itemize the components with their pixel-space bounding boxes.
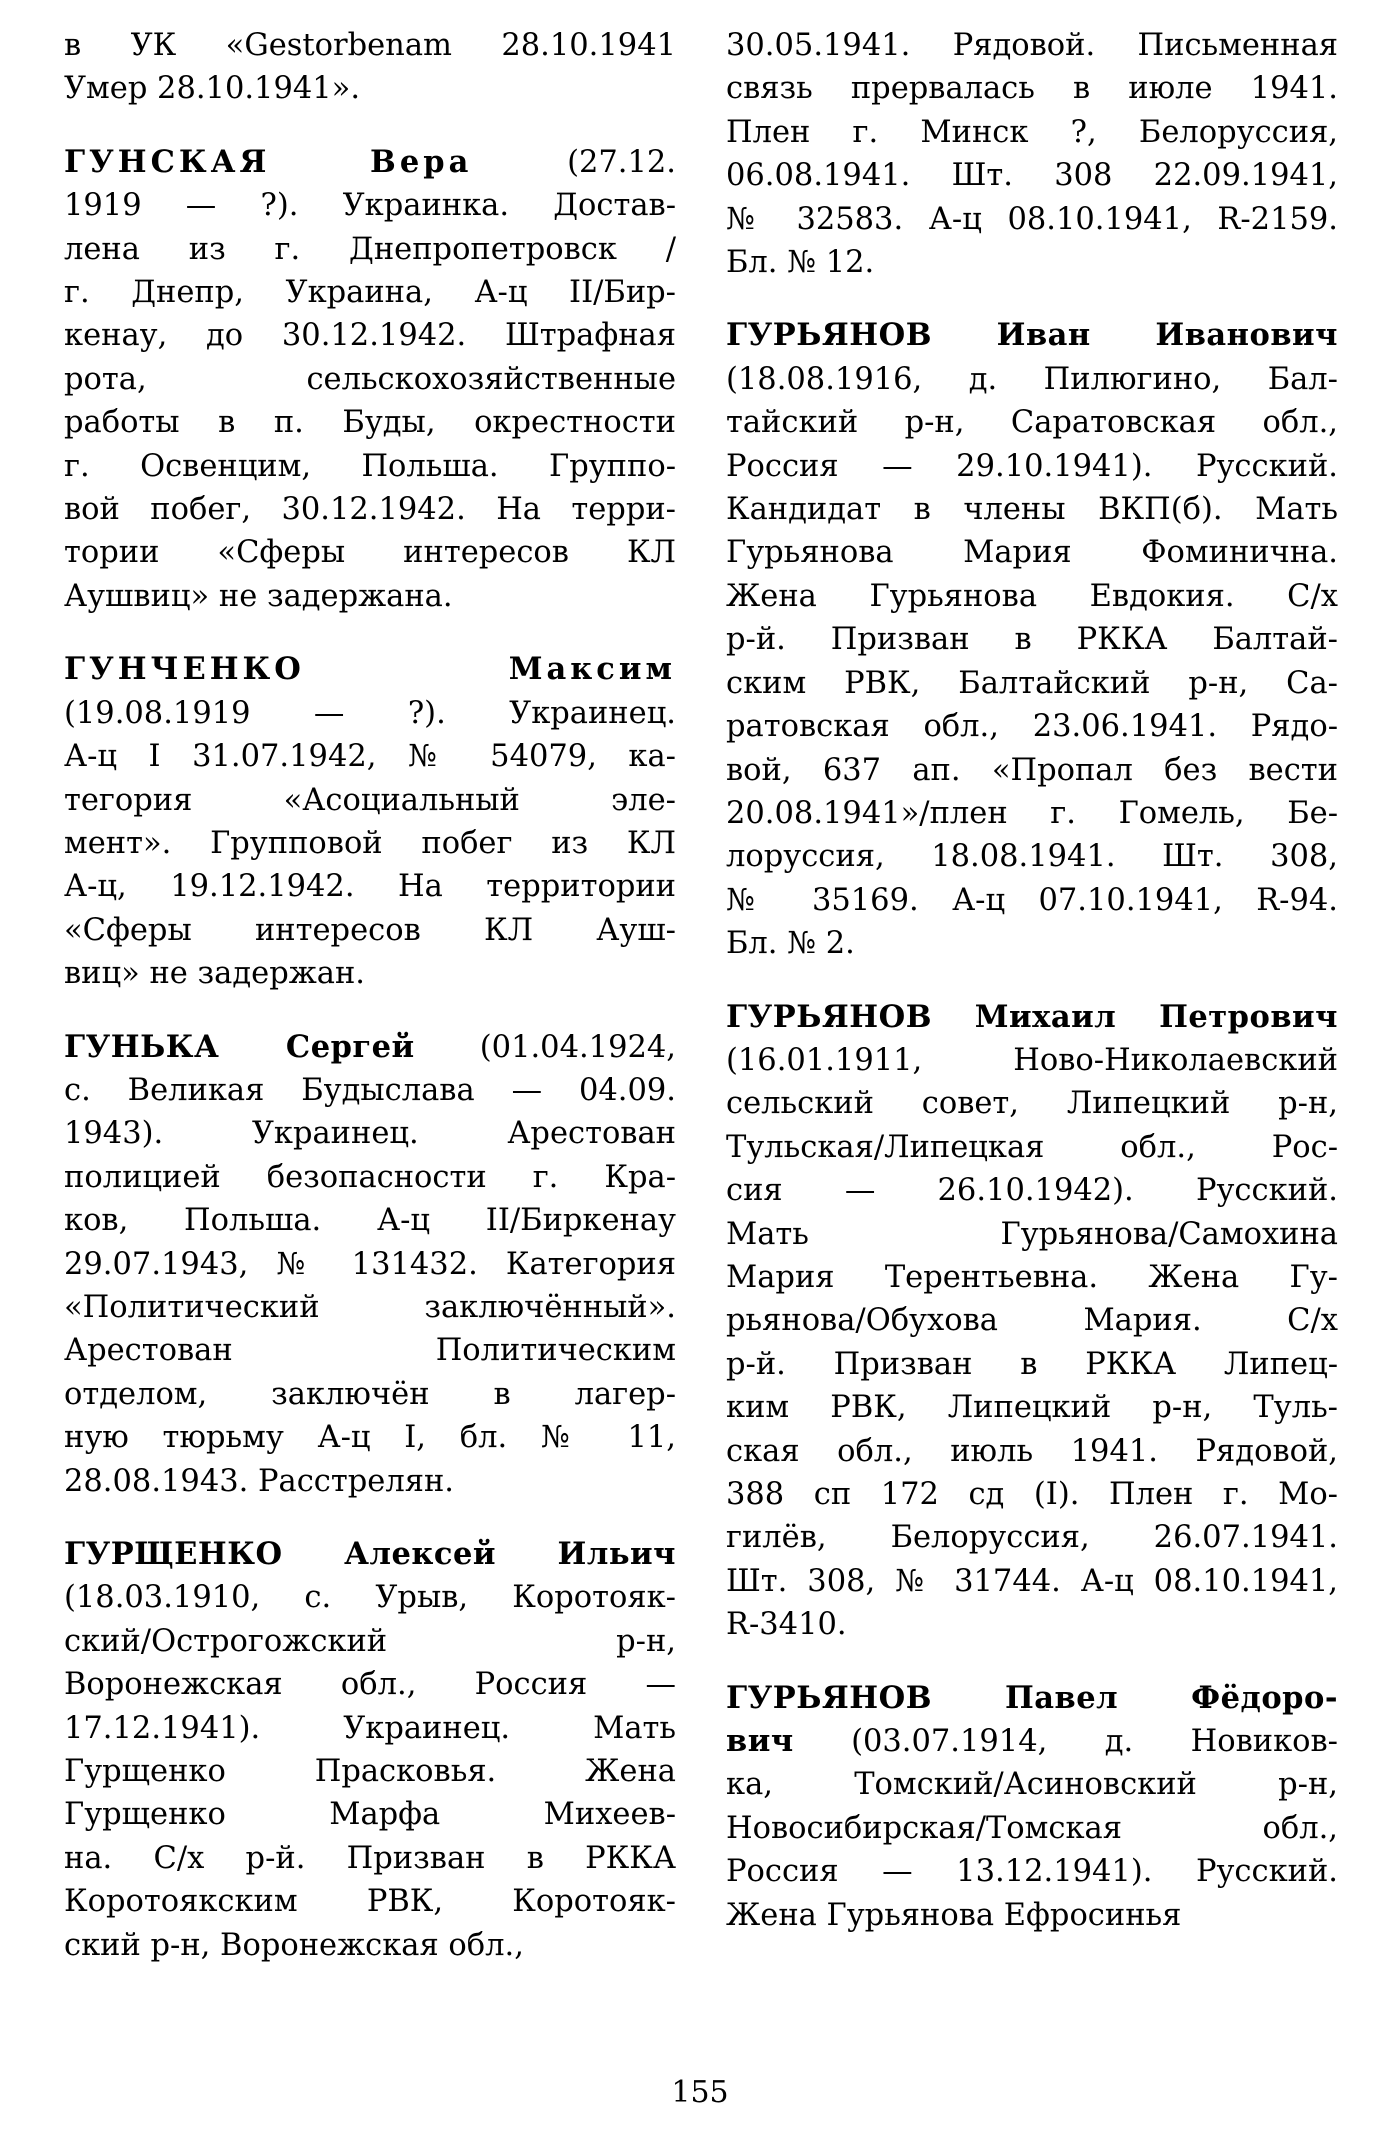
text-line [64, 1243, 676, 1286]
line-text: № 32583. А-ц 08.10.1941, R-2159. [726, 201, 1338, 237]
text-line [726, 1894, 1338, 1937]
text-line [726, 1169, 1338, 1212]
text-line [726, 1126, 1338, 1169]
text-line [726, 1430, 1338, 1473]
text-line [64, 1924, 676, 1967]
text-line [726, 445, 1338, 488]
text-line [726, 879, 1338, 922]
text-line [64, 1576, 676, 1619]
line-text: ков, Польша. А-ц II/Биркенау [64, 1203, 676, 1239]
text-line [64, 1663, 676, 1706]
text-line [726, 1213, 1338, 1256]
text-line [726, 1473, 1338, 1516]
text-line [64, 141, 676, 184]
text-line [64, 271, 676, 314]
line-text: Тульская/Липецкая обл., Рос- [726, 1129, 1338, 1165]
text-line [64, 1112, 676, 1155]
line-text: Россия — 13.12.1941). Русский. [726, 1854, 1338, 1890]
text-line [64, 779, 676, 822]
entry [64, 1026, 676, 1503]
line-text: Арестован Политическим [64, 1333, 676, 1369]
text-line [64, 1199, 676, 1242]
line-text: Гурьянова Мария Фоминична. [726, 535, 1338, 571]
text-line [726, 1560, 1338, 1603]
text-line [64, 531, 676, 574]
line-text: (27.12. [472, 144, 677, 180]
text-line [64, 909, 676, 952]
text-line [726, 922, 1338, 965]
text-line [64, 822, 676, 865]
line-text: ский р-н, Воронежская обл., [64, 1927, 524, 1963]
line-text: (19.08.1919 — ?). Украинец. [64, 695, 676, 731]
line-text: Жена Гурьянова Евдокия. С/х [726, 578, 1338, 614]
line-text: ким РВК, Липецкий р-н, Туль- [726, 1390, 1338, 1426]
text-line [726, 111, 1338, 154]
text-line [64, 1329, 676, 1372]
line-text: А-ц, 19.12.1942. На территории [64, 869, 676, 905]
text-line [64, 648, 676, 691]
text-line [64, 1026, 676, 1069]
text-line [64, 1793, 676, 1836]
line-text: тегория «Асоциальный эле- [64, 782, 676, 818]
line-text: (18.03.1910, с. Урыв, Коротояк- [64, 1580, 676, 1616]
line-text: 30.05.1941. Рядовой. Письменная [726, 28, 1338, 63]
text-line [64, 1286, 676, 1329]
line-text: работы в п. Буды, окрестности [64, 405, 676, 441]
line-text: кенау, до 30.12.1942. Штрафная [64, 318, 676, 354]
line-text: Россия — 29.10.1941). Русский. [726, 448, 1338, 484]
text-line [64, 184, 676, 227]
line-text: 20.08.1941»/плен г. Гомель, Бе- [726, 795, 1338, 831]
text-line [64, 575, 676, 618]
line-text: Воронежская обл., Россия — [64, 1667, 676, 1703]
text-line [64, 1373, 676, 1416]
text-line [64, 1156, 676, 1199]
text-line [726, 835, 1338, 878]
text-line [64, 401, 676, 444]
line-text: R-3410. [726, 1607, 847, 1643]
line-text: Коротоякским РВК, Коротояк- [64, 1884, 676, 1920]
line-text: тории «Сферы интересов КЛ [64, 535, 676, 571]
text-line [64, 228, 676, 271]
text-line [726, 314, 1338, 357]
line-text: (01.04.1924, [414, 1029, 676, 1065]
line-text: ка, Томский/Асиновский р-н, [726, 1767, 1338, 1803]
line-text: вой, 637 ап. «Пропал без вести [726, 752, 1338, 788]
line-text: Гурщенко Прасковья. Жена [64, 1754, 676, 1790]
text-line [64, 692, 676, 735]
line-text: отделом, заключён в лагер- [64, 1376, 676, 1412]
text-line [64, 1069, 676, 1112]
text-line [726, 1299, 1338, 1342]
line-text: Жена Гурьянова Ефросинья [726, 1897, 1182, 1933]
line-text: 1919 — ?). Украинка. Достав- [64, 188, 676, 224]
text-line [726, 996, 1338, 1039]
text-line [726, 1516, 1338, 1559]
line-text: лена из г. Днепропетровск / [64, 231, 676, 267]
text-line [64, 1620, 676, 1663]
line-text: рота, сельскохозяйственные [64, 361, 676, 397]
line-text: р-й. Призван в РККА Балтай- [726, 622, 1338, 658]
text-line [64, 24, 676, 67]
line-text: г. Освенцим, Польша. Группо- [64, 448, 676, 484]
line-text: Бл. № 2. [726, 926, 855, 962]
text-line [726, 1256, 1338, 1299]
line-text: ским РВК, Балтайский р-н, Са- [726, 665, 1338, 701]
text-line [726, 1039, 1338, 1082]
text-line [726, 575, 1338, 618]
entry-heading: ГУРЩЕНКО Алексей Ильич [64, 1536, 676, 1572]
text-line [726, 662, 1338, 705]
text-line [726, 1807, 1338, 1850]
line-text: (16.01.1911, Ново-Николаевский [726, 1042, 1338, 1078]
page-number: 155 [671, 2075, 729, 2110]
line-text: вой побег, 30.12.1942. На терри- [64, 492, 676, 528]
line-text: Плен г. Минск ?, Белоруссия, [726, 114, 1338, 150]
line-text: Аушвиц» не задержана. [64, 578, 453, 614]
text-line [726, 1677, 1338, 1720]
line-text: виц» не задержан. [64, 956, 365, 992]
text-line [64, 1533, 676, 1576]
text-line [64, 865, 676, 908]
line-text: мент». Групповой побег из КЛ [64, 825, 676, 861]
line-text: ратовская обл., 23.06.1941. Рядо- [726, 709, 1338, 745]
line-text: 29.07.1943, № 131432. Категория [64, 1246, 676, 1282]
line-text: связь прервалась в июле 1941. [726, 71, 1338, 107]
text-line [64, 358, 676, 401]
entry [726, 996, 1338, 1647]
line-text: А-ц I 31.07.1942, № 54079, ка- [64, 739, 676, 775]
line-text: ская обл., июль 1941. Рядовой, [726, 1433, 1338, 1469]
text-line [726, 241, 1338, 284]
text-line [64, 952, 676, 995]
line-text: 1943). Украинец. Арестован [64, 1116, 676, 1152]
text-line [64, 488, 676, 531]
line-text: (03.07.1914, д. Новиков- [793, 1724, 1338, 1760]
text-line [726, 401, 1338, 444]
entry-heading: ГУНСКАЯ Вера [64, 143, 473, 180]
line-text: сельский совет, Липецкий р-н, [726, 1086, 1338, 1122]
text-line [726, 1850, 1338, 1893]
text-line [726, 1720, 1338, 1763]
text-line [64, 445, 676, 488]
entry-heading: ГУНЧЕНКО Максим [64, 651, 676, 688]
text-line [64, 314, 676, 357]
text-line [726, 1603, 1338, 1646]
line-text: 17.12.1941). Украинец. Мать [64, 1710, 676, 1746]
line-text: лоруссия, 18.08.1941. Шт. 308, [726, 839, 1338, 875]
line-text: на. С/х р-й. Призван в РККА [64, 1840, 676, 1876]
line-text: Кандидат в члены ВКП(б). Мать [726, 492, 1338, 528]
text-line [64, 67, 676, 110]
line-text: полицией безопасности г. Кра- [64, 1159, 676, 1195]
line-text: тайский р-н, Саратовская обл., [726, 405, 1338, 441]
line-text: (18.08.1916, д. Пилюгино, Бал- [726, 361, 1338, 397]
line-text: № 35169. А-ц 07.10.1941, R-94. [726, 882, 1338, 918]
text-line [726, 1763, 1338, 1806]
line-text: 28.08.1943. Расстрелян. [64, 1463, 454, 1499]
entry-heading: ГУРЬЯНОВ Павел Фёдоро- [726, 1679, 1338, 1716]
text-line [64, 735, 676, 778]
line-text: Шт. 308, № 31744. А-ц 08.10.1941, [726, 1563, 1338, 1599]
line-text: в УК «Gestorbenam 28.10.1941 [64, 28, 676, 63]
line-text: р-й. Призван в РККА Липец- [726, 1346, 1338, 1382]
line-text: «Политический заключённый». [64, 1289, 676, 1325]
line-text: Гурщенко Марфа Михеев- [64, 1797, 676, 1833]
text-line [726, 1386, 1338, 1429]
text-line [726, 24, 1338, 67]
entry-heading: ГУНЬКА Сергей [64, 1028, 415, 1065]
line-text: ную тюрьму А-ц I, бл. № 11, [64, 1420, 676, 1456]
text-line [64, 1750, 676, 1793]
text-line [64, 1707, 676, 1750]
entry [64, 648, 676, 995]
line-text: 06.08.1941. Шт. 308 22.09.1941, [726, 158, 1338, 194]
line-text: Мария Терентьевна. Жена Гу- [726, 1259, 1338, 1295]
entry-heading: ГУРЬЯНОВ Михаил Петрович [726, 998, 1338, 1035]
line-text: 388 сп 172 сд (I). Плен г. Мо- [726, 1477, 1338, 1512]
text-line [64, 1837, 676, 1880]
line-text: г. Днепр, Украина, А-ц II/Бир- [64, 275, 676, 311]
entry [726, 24, 1338, 284]
text-line [64, 1880, 676, 1923]
text-line [726, 705, 1338, 748]
line-text: «Сферы интересов КЛ Ауш- [64, 912, 676, 948]
line-text: с. Великая Будыслава — 04.09. [64, 1072, 676, 1108]
line-text: ский/Острогожский р-н, [64, 1623, 676, 1659]
text-line [726, 531, 1338, 574]
line-text: гилёв, Белоруссия, 26.07.1941. [726, 1520, 1338, 1556]
entry [726, 1677, 1338, 1937]
text-line [726, 358, 1338, 401]
entry [64, 24, 676, 111]
line-text: рьянова/Обухова Мария. С/х [726, 1303, 1338, 1339]
line-text: сия — 26.10.1942). Русский. [726, 1173, 1338, 1209]
text-line [726, 198, 1338, 241]
entry [64, 1533, 676, 1967]
text-line [726, 1343, 1338, 1386]
text-line [726, 488, 1338, 531]
text-line [726, 792, 1338, 835]
text-line [726, 154, 1338, 197]
line-text: Бл. № 12. [726, 245, 875, 281]
line-text: Умер 28.10.1941». [64, 71, 361, 107]
text-line [726, 618, 1338, 661]
entry-heading: ГУРЬЯНОВ Иван Иванович [726, 317, 1338, 354]
entry [64, 141, 676, 618]
text-line [64, 1460, 676, 1503]
line-text: Мать Гурьянова/Самохина [726, 1216, 1338, 1252]
text-line [726, 749, 1338, 792]
text-line [726, 1082, 1338, 1125]
text-line [64, 1416, 676, 1459]
right-column [726, 24, 1338, 1967]
entry [726, 314, 1338, 965]
line-text: Новосибирская/Томская обл., [726, 1810, 1338, 1846]
left-column [64, 24, 676, 1997]
entry-heading: вич [726, 1723, 794, 1760]
text-line [726, 67, 1338, 110]
